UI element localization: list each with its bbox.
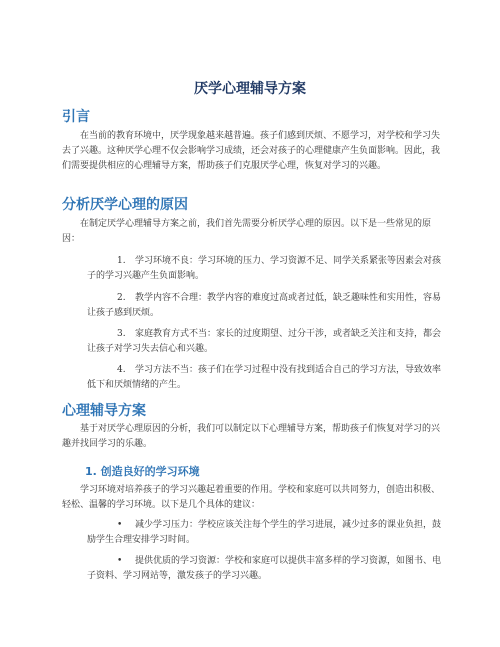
heading-intro: 引言 [62, 109, 90, 125]
heading-plan: 心理辅导方案 [62, 403, 146, 419]
cause-item-1-text: 学习环境不良：学习环境的压力、学习资源不足、同学关系紧张等因素会对孩子的学习兴趣产生负面影响。 [87, 256, 442, 281]
plan-intro-paragraph: 基于对厌学心理原因的分析，我们可以制定以下心理辅导方案，帮助孩子们恢复对学习的兴趣并找回学习的乐趣。 [62, 424, 441, 449]
bullet-item-2-text: 提供优质的学习资源：学校和家庭可以提供丰富多样的学习资源，如图书、电子资料、学习网站等，激发孩子的学习兴趣。 [87, 556, 442, 581]
cause-item-3-text: 家庭教育方式不当：家长的过度期望、过分干涉，或者缺乏关注和支持，都会让孩子对学习失去信心和兴趣。 [87, 329, 442, 354]
cause-item-4-number: 4. [117, 365, 126, 375]
cause-item-4 [87, 363, 445, 393]
cause-item-3-number: 3. [117, 329, 126, 339]
intro-paragraph: 在当前的教育环境中，厌学现象越来越普遍。孩子们感到厌烦、不愿学习，对学校和学习失去了兴趣。这种厌学心理不仅会影响学习成绩，还会对孩子的心理健康产生负面影响。因此，我们需要提供相应的心理辅导方案，帮助孩子们克服厌学心理，恢复对学习的兴趣。 [62, 131, 441, 171]
cause-item-1 [87, 254, 445, 284]
cause-item-2-number: 2. [117, 293, 126, 303]
cause-item-2 [87, 291, 445, 321]
sub1-paragraph: 学习环境对培养孩子的学习兴趣起着重要的作用。学校和家庭可以共同努力，创造出积极、轻松、温馨的学习环境。以下是几个具体的建议： [62, 485, 441, 510]
cause-item-2-text: 教学内容不合理：教学内容的难度过高或者过低，缺乏趣味性和实用性，容易让孩子感到厌烦。 [87, 293, 442, 318]
bullet-icon: • [117, 520, 123, 530]
heading-sub1: 1. 创造良好的学习环境 [85, 465, 200, 478]
document-title: 厌学心理辅导方案 [194, 81, 306, 97]
cause-item-3 [87, 327, 445, 357]
causes-intro-paragraph: 在制定厌学心理辅导方案之前，我们首先需要分析厌学心理的原因。以下是一些常见的原因： [62, 219, 432, 244]
bullet-item-1 [87, 518, 445, 548]
heading-causes: 分析厌学心理的原因 [62, 197, 188, 213]
cause-item-1-number: 1. [117, 256, 126, 266]
bullet-item-1-text: 减少学习压力：学校应该关注每个学生的学习进展，减少过多的课业负担，鼓励学生合理安排学习时间。 [87, 520, 442, 545]
bullet-icon: • [117, 556, 123, 566]
cause-item-4-text: 学习方法不当：孩子们在学习过程中没有找到适合自己的学习方法，导致效率低下和厌烦情绪的产生。 [87, 365, 442, 390]
bullet-item-2 [87, 554, 445, 584]
